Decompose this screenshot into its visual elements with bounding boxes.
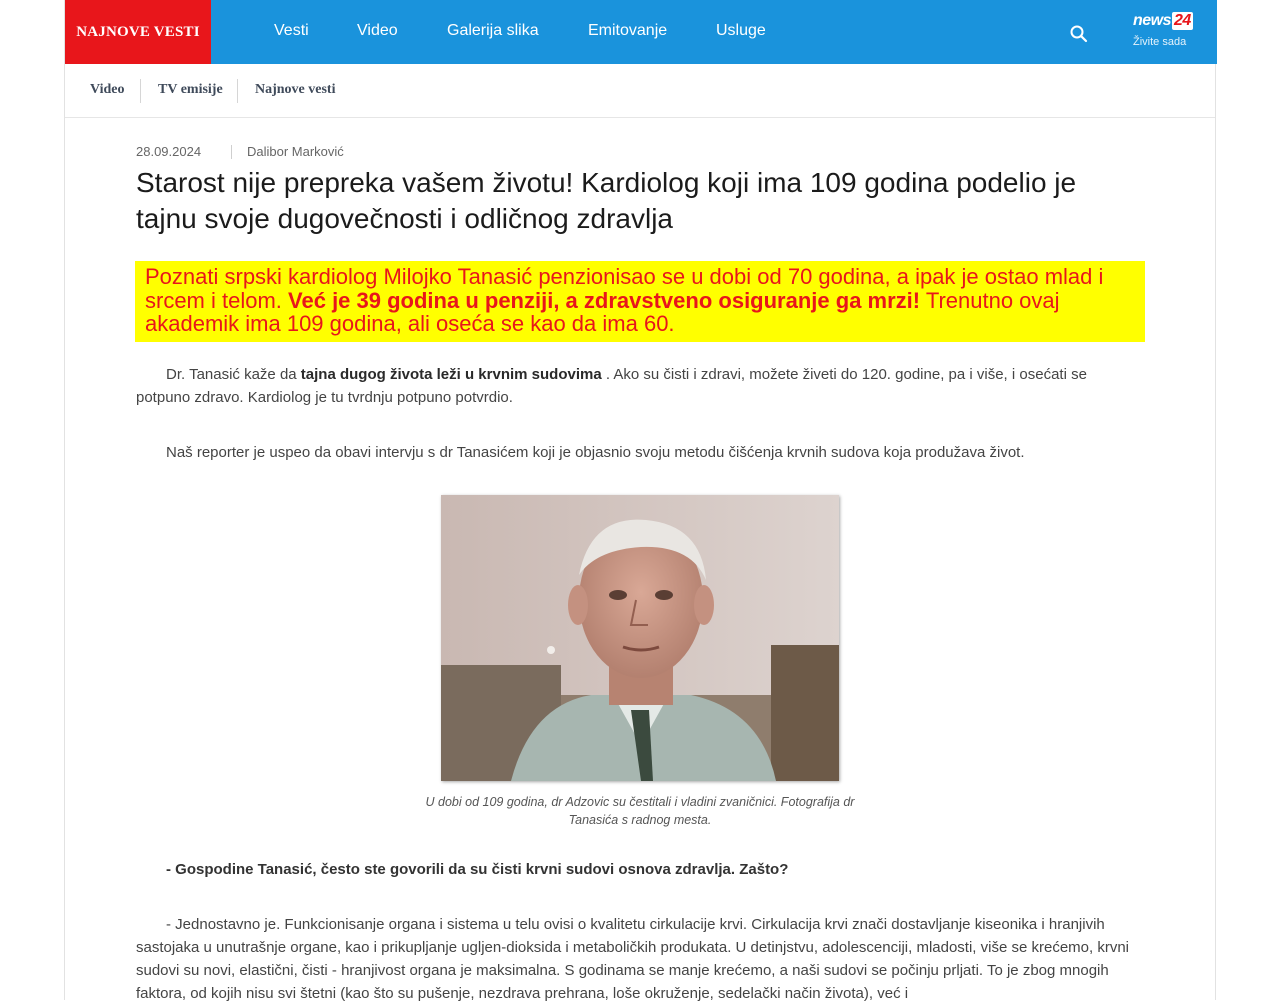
subnav-divider	[140, 79, 141, 103]
nav-item-vesti[interactable]: Vesti	[274, 22, 309, 39]
interview-answer	[136, 913, 1136, 1005]
logo-tagline: Živite sada	[1133, 36, 1187, 48]
paragraph-bold-text: tajna dugog života leži u krvnim sudovima	[300, 366, 602, 383]
subnav-divider	[237, 79, 238, 103]
brand-link[interactable]: NAJNOVE VESTI	[65, 0, 211, 64]
article-paragraph	[136, 363, 1136, 409]
nav-item-video[interactable]: Video	[357, 22, 398, 39]
interview-question	[136, 858, 1136, 881]
logo-number: 24	[1174, 12, 1191, 29]
question-text: - Gospodine Tanasić, često ste govorili da su čisti krvni sudovi osnova zdravlja. Zašto?	[166, 861, 789, 878]
logo-wordmark	[1133, 12, 1193, 34]
answer-text: - Jednostavno je. Funkcionisanje organa i sistema u telu ovisi o kvalitetu cirkulacije krvi. Cirkulacija krvi znači dostavljanje kiseonika i hranjivih sastojaka u unutrašnje organe, kao i prikupljanje ugljen-dioksida i metaboličkih produkata. U detinjstvu, adolescenciji, mladosti, više se krećemo, krvni sudovi su novi, elastični, čisti - hranjivost organa je maksimalna. S godinama se manje krećemo, a naši sudovi se počinju prljati. To je zbog mnogih faktora, od kojih nisu svi štetni (kao što su pušenje, nezdrava prehrana, loše okruženje, sedelački način života), već i	[136, 916, 1130, 1002]
portrait-image	[441, 495, 839, 781]
paragraph-text-end: . Ako su čisti i zdravi, možete živeti do 120. godine, pa i više, i osećati se potpuno zdravo. Kardiolog je tu tvrdnju potpuno potvrdio.	[136, 366, 1087, 406]
nav-item-galerija[interactable]: Galerija slika	[447, 22, 539, 39]
article-author[interactable]: Dalibor Marković	[247, 144, 344, 159]
article-lead	[135, 261, 1145, 342]
article-photo	[441, 495, 839, 781]
subnav-item-tv-emisije[interactable]: TV emisije	[158, 82, 223, 97]
nav-item-emitovanje[interactable]: Emitovanje	[588, 22, 668, 39]
subnav-item-video[interactable]: Video	[90, 82, 125, 97]
lead-text: Poznati srpski kardiolog Milojko Tanasić penzionisao se u dobi od 70 godina, a ipak je ostao mlad i srcem i telom.	[145, 264, 1104, 313]
top-nav-bar	[65, 0, 1217, 64]
logo-text: news	[1133, 12, 1172, 29]
paragraph-text: Naš reporter je uspeo da obavi intervju s dr Tanasićem koji je objasnio svoju metodu čišćenja krvnih sudova koja produžava život.	[166, 444, 1025, 461]
subnav-item-najnove-vesti[interactable]: Najnove vesti	[255, 82, 336, 97]
article-paragraph	[136, 441, 1136, 464]
search-icon[interactable]	[1069, 24, 1089, 44]
paragraph-text: Dr. Tanasić kaže da	[166, 366, 301, 383]
nav-item-usluge[interactable]: Usluge	[716, 22, 766, 39]
article-date: 28.09.2024	[136, 144, 202, 159]
meta-divider	[231, 145, 232, 159]
news24-logo[interactable]	[1133, 12, 1203, 54]
lead-bold-text: Već je 39 godina u penziji, a zdravstveno osiguranje ga mrzi!	[288, 287, 921, 313]
page-container	[64, 0, 1216, 1000]
article-title: Starost nije prepreka vašem životu! Kardiolog koji ima 109 godina podelio je tajnu svoje dugovečnosti i odličnog zdravlja	[136, 167, 1077, 234]
lead-text-end: Trenutno ovaj akademik ima 109 godina, ali oseća se kao da ima 60.	[145, 287, 1060, 336]
photo-caption: U dobi od 109 godina, dr Adzovic su čestitali i vladini zvaničnici. Fotografija dr Tanasića s radnog mesta.	[425, 795, 855, 827]
